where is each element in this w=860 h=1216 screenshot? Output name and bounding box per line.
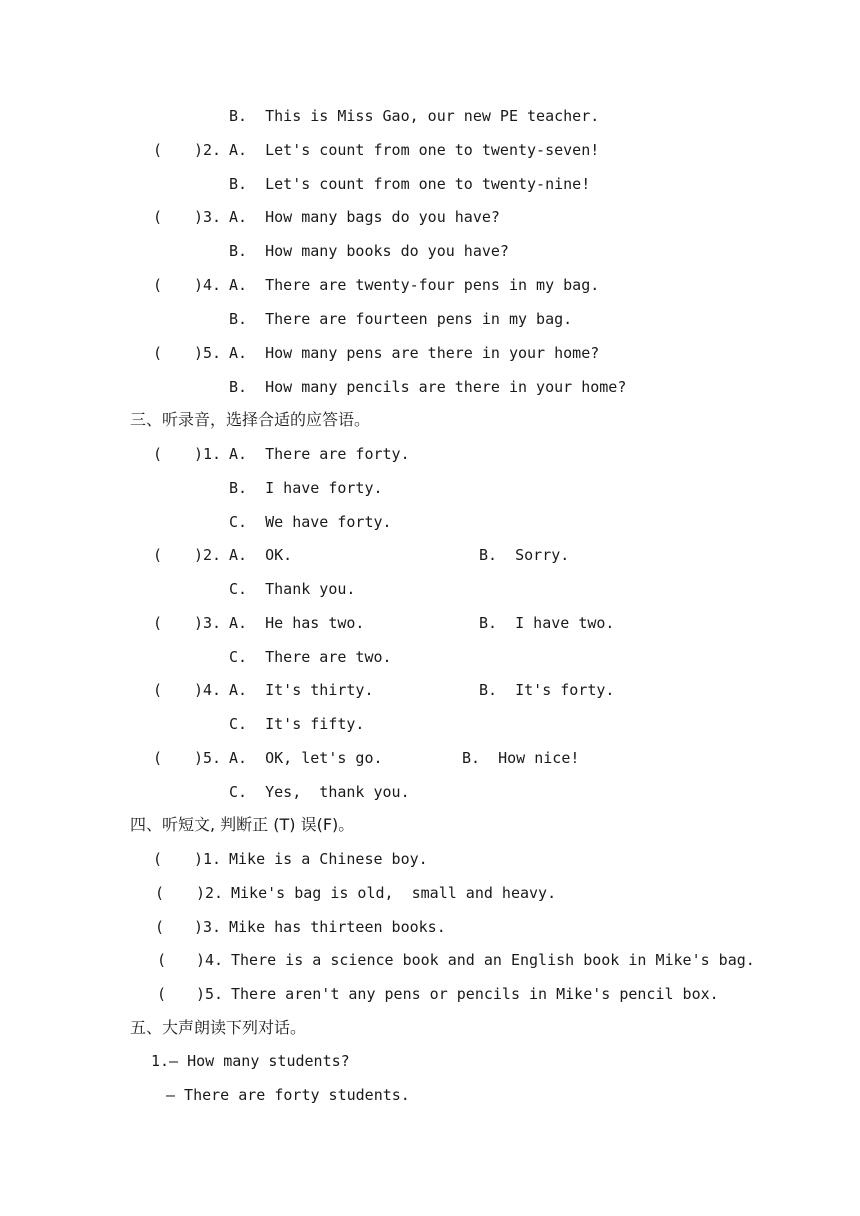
s3-item3-option-c: C. There are two.: [229, 648, 392, 666]
answer-paren-open: (: [153, 208, 163, 226]
s3-item5-option-c: C. Yes, thank you.: [229, 783, 410, 801]
item-number: )2.: [194, 546, 222, 564]
s4-statement-4: There is a science book and an English book in Mike's bag.: [231, 951, 755, 969]
s3-item5-option-b: B. How nice!: [462, 749, 580, 767]
item-number: )1.: [194, 850, 222, 868]
s3-item3-option-a: A. He has two.: [229, 614, 365, 632]
answer-paren-open: (: [157, 951, 167, 969]
answer-paren-open: (: [153, 276, 163, 294]
dialogue-question: 1.— How many students?: [151, 1052, 350, 1070]
section3-heading: 三、听录音，选择合适的应答语。: [130, 410, 371, 429]
s4-statement-2: Mike's bag is old, small and heavy.: [231, 884, 557, 902]
answer-paren-open: (: [155, 884, 165, 902]
section5-heading: 五、大声朗读下列对话。: [130, 1018, 307, 1037]
part2-item2-option-b: B. Let's count from one to twenty-nine!: [229, 175, 591, 193]
item-number: )4.: [194, 276, 222, 294]
s3-item4-option-b: B. It's forty.: [479, 681, 615, 699]
s3-item1-option-a: A. There are forty.: [229, 445, 410, 463]
answer-paren-open: (: [153, 344, 163, 362]
item-number: )2.: [194, 141, 222, 159]
answer-paren-open: (: [153, 614, 163, 632]
item-number: )3.: [194, 918, 222, 936]
part2-item5-option-a: A. How many pens are there in your home?: [229, 344, 600, 362]
s3-item5-option-a: A. OK, let's go.: [229, 749, 383, 767]
item-number: )3.: [194, 614, 222, 632]
part2-item1-option-b: B. This is Miss Gao, our new PE teacher.: [229, 107, 600, 125]
s3-item1-option-b: B. I have forty.: [229, 479, 383, 497]
item-number: )5.: [194, 344, 222, 362]
part2-item3-option-b: B. How many books do you have?: [229, 242, 509, 260]
item-number: )4.: [194, 681, 222, 699]
s4-statement-5: There aren't any pens or pencils in Mike's pencil box.: [231, 985, 719, 1003]
s3-item3-option-b: B. I have two.: [479, 614, 615, 632]
answer-paren-open: (: [153, 546, 163, 564]
answer-paren-open: (: [153, 749, 163, 767]
answer-paren-open: (: [157, 985, 167, 1003]
section4-heading: 四、听短文, 判断正 (T) 误(F)。: [130, 815, 355, 834]
part2-item2-option-a: A. Let's count from one to twenty-seven!: [229, 141, 600, 159]
part2-item3-option-a: A. How many bags do you have?: [229, 208, 500, 226]
item-number: )1.: [194, 445, 222, 463]
answer-paren-open: (: [153, 681, 163, 699]
part2-item4-option-b: B. There are fourteen pens in my bag.: [229, 310, 573, 328]
s3-item4-option-a: A. It's thirty.: [229, 681, 374, 699]
answer-paren-open: (: [153, 445, 163, 463]
s4-statement-1: Mike is a Chinese boy.: [229, 850, 428, 868]
item-number: )5.: [196, 985, 224, 1003]
s4-statement-3: Mike has thirteen books.: [229, 918, 446, 936]
item-number: )3.: [194, 208, 222, 226]
answer-paren-open: (: [153, 850, 163, 868]
s3-item4-option-c: C. It's fifty.: [229, 715, 365, 733]
part2-item5-option-b: B. How many pencils are there in your home?: [229, 378, 627, 396]
s3-item2-option-b: B. Sorry.: [479, 546, 570, 564]
item-number: )5.: [194, 749, 222, 767]
dialogue-answer: — There are forty students.: [166, 1086, 410, 1104]
answer-paren-open: (: [155, 918, 165, 936]
s3-item1-option-c: C. We have forty.: [229, 513, 392, 531]
item-number: )2.: [196, 884, 224, 902]
s3-item2-option-a: A. OK.: [229, 546, 293, 564]
part2-item4-option-a: A. There are twenty-four pens in my bag.: [229, 276, 600, 294]
answer-paren-open: (: [153, 141, 163, 159]
s3-item2-option-c: C. Thank you.: [229, 580, 356, 598]
item-number: )4.: [196, 951, 224, 969]
